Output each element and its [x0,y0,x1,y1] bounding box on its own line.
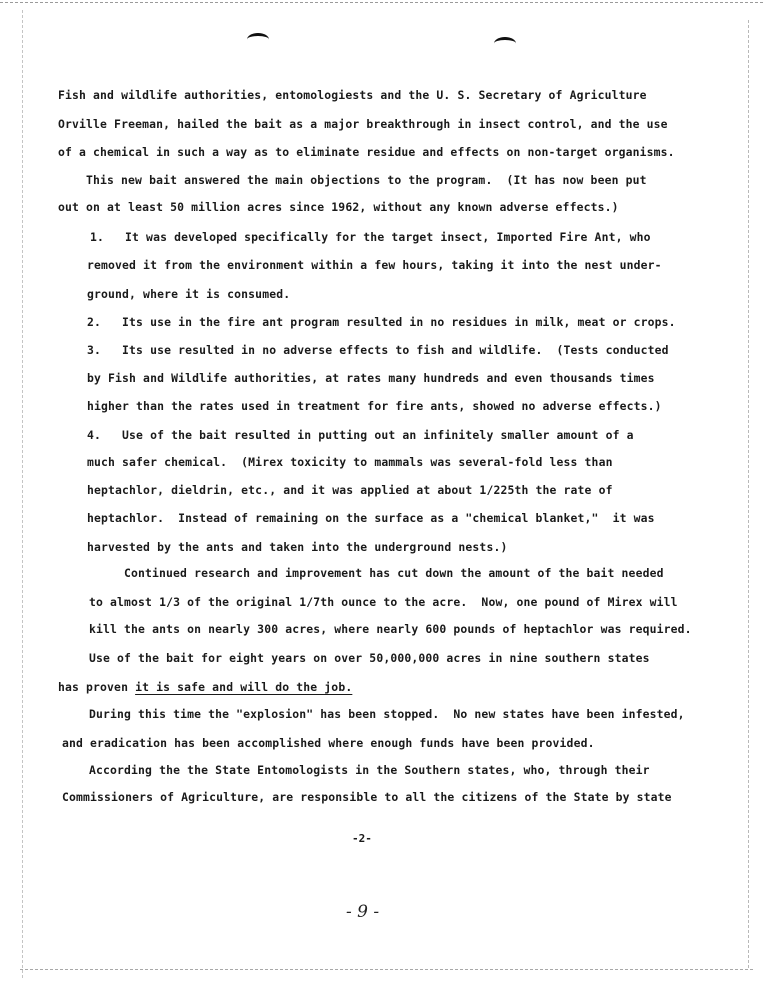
text-line: heptachlor. Instead of remaining on the surface as a "chemical blanket," it was [87,511,655,525]
text-line: Commissioners of Agriculture, are responsible to all the citizens of the State by state [62,790,672,804]
list-item-3: 3. Its use resulted in no adverse effects to fish and wildlife. (Tests conducted [87,343,669,357]
text-line: much safer chemical. (Mirex toxicity to mammals was several-fold less than [87,455,613,469]
handwritten-page-number: - 9 - [346,902,380,922]
list-item-1: 1. It was developed specifically for the target insect, Imported Fire Ant, who [90,230,651,244]
text-line: of a chemical in such a way as to eliminate residue and effects on non-target organisms. [58,145,675,159]
punch-hole-mark-right [494,37,516,50]
text-line: removed it from the environment within a few hours, taking it into the nest under- [87,258,662,272]
text-line: According the the State Entomologists in the Southern states, who, through their [89,763,650,777]
text-line: Use of the bait for eight years on over 50,000,000 acres in nine southern states [89,651,650,665]
proven-line [58,680,352,694]
list-item-2: 2. Its use in the fire ant program resulted in no residues in milk, meat or crops. [87,315,676,329]
page-border-right [748,20,749,968]
page-border-left [22,10,23,978]
text-line: and eradication has been accomplished where enough funds have been provided. [62,736,595,750]
text-line: out on at least 50 million acres since 1962, without any known adverse effects.) [58,200,619,214]
page-border-bottom [20,969,753,970]
text-line: Fish and wildlife authorities, entomologiests and the U. S. Secretary of Agriculture [58,88,647,102]
punch-hole-mark-left [247,33,269,46]
proven-prefix: has proven [58,680,136,694]
text-line: harvested by the ants and taken into the underground nests.) [87,540,508,554]
list-item-4: 4. Use of the bait resulted in putting out an infinitely smaller amount of a [87,428,634,442]
underlined-phrase: it is safe and will do the job. [135,680,353,694]
text-line: Continued research and improvement has cut down the amount of the bait needed [124,566,664,580]
text-line: Orville Freeman, hailed the bait as a major breakthrough in insect control, and the use [58,117,668,131]
page-number: -2- [352,832,372,845]
text-line: by Fish and Wildlife authorities, at rates many hundreds and even thousands times [87,371,655,385]
text-line: kill the ants on nearly 300 acres, where nearly 600 pounds of heptachlor was required. [89,622,692,636]
text-line: ground, where it is consumed. [87,287,291,301]
text-line: higher than the rates used in treatment for fire ants, showed no adverse effects.) [87,399,662,413]
text-line: This new bait answered the main objections to the program. (It has now been put [86,173,647,187]
text-line: During this time the "explosion" has been stopped. No new states have been infested, [89,707,685,721]
page-border-top [0,2,763,3]
text-line: to almost 1/3 of the original 1/7th ounce to the acre. Now, one pound of Mirex will [89,595,678,609]
text-line: heptachlor, dieldrin, etc., and it was applied at about 1/225th the rate of [87,483,613,497]
